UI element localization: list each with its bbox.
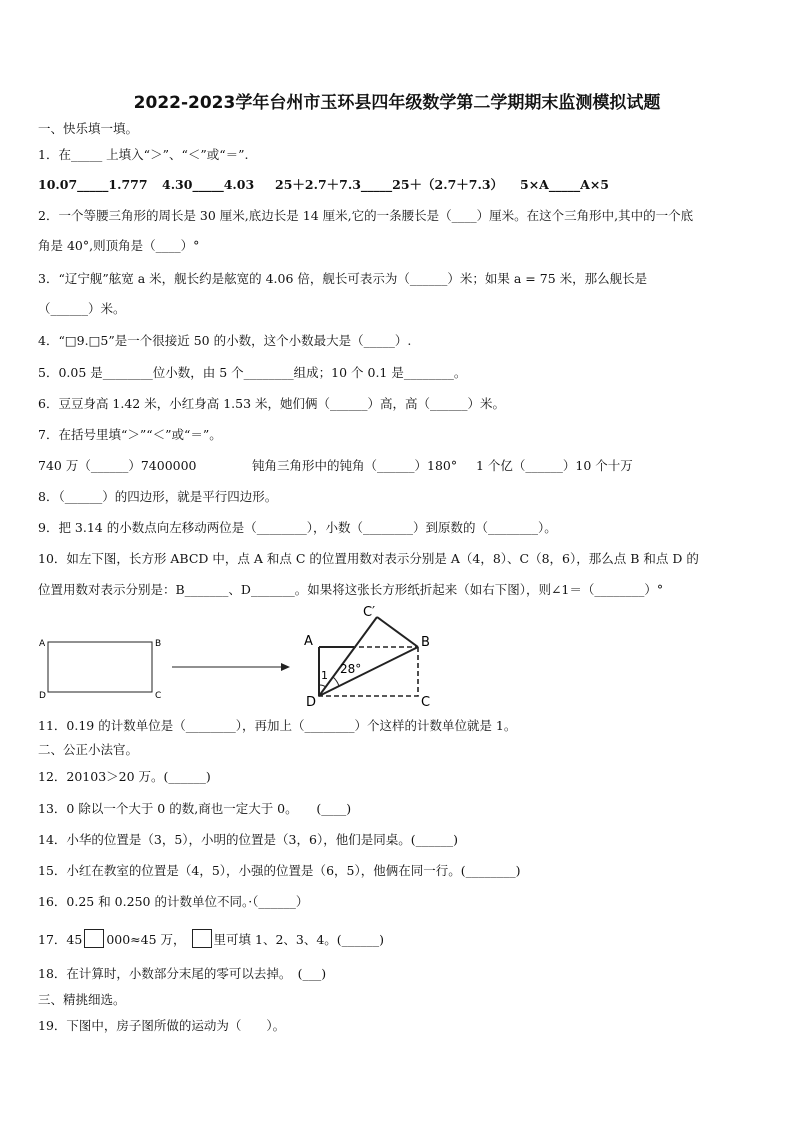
question-5: 5．0.05 是________位小数，由 5 个________组成；10 个 0.1 是________。 [38, 365, 467, 380]
question-18: 18．在计算时，小数部分末尾的零可以去掉。 (___) [38, 966, 327, 981]
label-angle-1: 1 [321, 669, 328, 682]
question-19: 19．下图中，房子图所做的运动为（ ）。 [38, 1018, 286, 1033]
label-angle-28: 28° [340, 662, 362, 676]
question-6: 6．豆豆身高 1.42 米，小红身高 1.53 米，她们俩（______）高，高（______）米。 [38, 396, 506, 411]
question-10-figure [36, 605, 456, 710]
question-11: 11．0.19 的计数单位是（________），再加上（________）个这样的计数单位就是 1。 [38, 718, 517, 733]
label-d-left: D [39, 691, 46, 701]
page-title: 2022-2023学年台州市玉环县四年级数学第二学期期末监测模拟试题 [133, 93, 661, 113]
section-2-heading: 二、公正小法官。 [38, 742, 139, 757]
question-3-line-1: 3．“辽宁舰”舷宽 a 米，舰长约是舷宽的 4.06 倍，舰长可表示为（______）米；如果 a = 75 米，那么舰长是 [38, 271, 648, 286]
rectangle-abcd [48, 642, 152, 692]
question-9: 9．把 3.14 的小数点向左移动两位是（________），小数（________）到原数的（________）。 [38, 520, 557, 535]
question-2-line-2: 角是 40°,则顶角是（____）° [38, 238, 200, 253]
question-14: 14．小华的位置是（3，5），小明的位置是（3，6），他们是同桌。(______) [38, 832, 458, 847]
question-4: 4．“□9.□5”是一个很接近 50 的小数，这个小数最大是（_____）. [38, 333, 412, 348]
question-1-stem: 1．在_____ 上填入“＞”、“＜”或“＝”. [38, 147, 249, 162]
section-1-heading: 一、快乐填一填。 [38, 121, 139, 136]
question-17-part-b: 000≈45 万， [106, 932, 186, 947]
fold-edge-c-prime-b [377, 617, 418, 647]
question-7-item: 1 个亿（______）10 个十万 [476, 458, 633, 473]
angle-28-arc [333, 677, 339, 686]
question-7-item: 740 万（______）7400000 [38, 458, 197, 473]
question-13: 13．0 除以一个大于 0 的数,商也一定大于 0。 (____) [38, 801, 352, 816]
angle-1-arc [319, 685, 326, 687]
blank-box [84, 929, 104, 948]
question-16: 16．0.25 和 0.250 的计数单位不同。·（______） [38, 894, 309, 909]
question-7-item: 钝角三角形中的钝角（______）180° [252, 458, 458, 473]
question-1-item: 25＋2.7＋7.3_____25＋（2.7＋7.3） [275, 177, 504, 192]
diagonal-db [319, 647, 418, 696]
question-7-stem: 7．在括号里填“＞”“＜”或“＝”。 [38, 427, 222, 442]
label-c-prime: C′ [363, 605, 376, 620]
label-c-right: C [421, 695, 431, 710]
question-15: 15．小红在教室的位置是（4，5），小强的位置是（6，5），他俩在同一行。(________) [38, 863, 521, 878]
label-d-right: D [306, 695, 317, 710]
question-17-part-c: 里可填 1、2、3、4。(______) [213, 932, 385, 947]
question-8: 8．（______）的四边形，就是平行四边形。 [38, 489, 278, 504]
label-a-left: A [39, 639, 46, 649]
question-1-item: 10.07_____1.777 [38, 177, 148, 192]
question-12: 12．20103＞20 万。(______) [38, 769, 211, 784]
question-17 [38, 929, 384, 949]
question-10-line-1: 10．如左下图，长方形 ABCD 中，点 A 和点 C 的位置用数对表示分别是 A（4，8）、C（8，6），那么点 B 和点 D 的 [38, 551, 699, 566]
question-3-line-2: （______）米。 [38, 301, 126, 316]
fold-edge-dc-prime [319, 617, 377, 696]
question-2-line-1: 2．一个等腰三角形的周长是 30 厘米,底边长是 14 厘米,它的一条腰长是（____）厘米。在这个三角形中,其中的一个底 [38, 208, 694, 223]
arrow-head-icon [281, 663, 290, 671]
question-17-part-a: 17．45 [38, 932, 83, 947]
question-1-item: 5×A_____A×5 [520, 177, 609, 192]
label-c-left: C [155, 691, 162, 701]
label-a-right: A [304, 634, 313, 649]
label-b-right: B [421, 635, 430, 650]
blank-box [192, 929, 212, 948]
section-3-heading: 三、精挑细选。 [38, 992, 126, 1007]
question-10-line-2: 位置用数对表示分别是：B_______、D_______。如果将这张长方形纸折起来（如右下图），则∠1＝（________）° [38, 582, 664, 597]
label-b-left: B [155, 639, 162, 649]
question-1-item: 4.30_____4.03 [162, 177, 255, 192]
